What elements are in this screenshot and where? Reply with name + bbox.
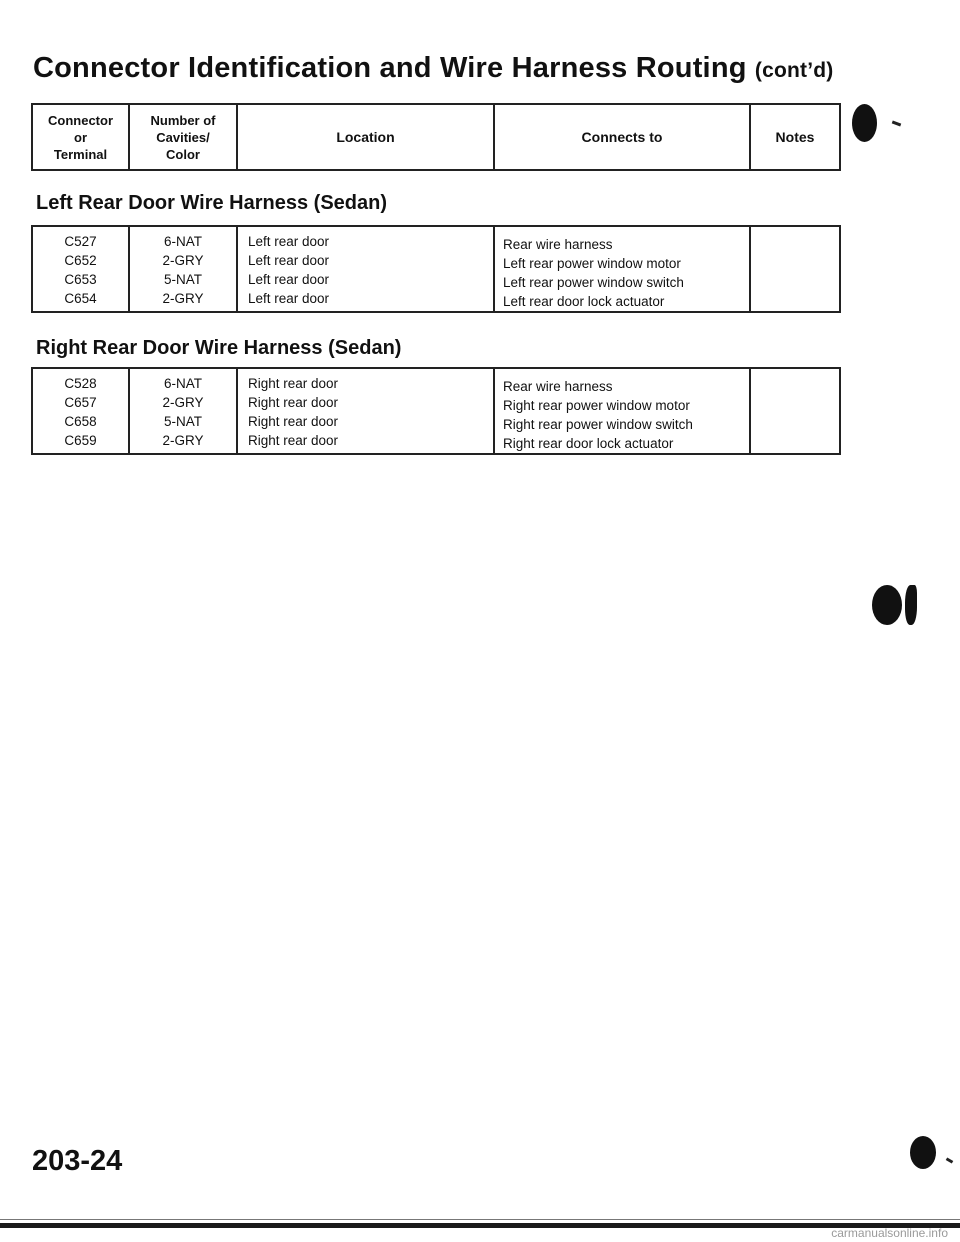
connector-id: C527 <box>64 234 97 249</box>
binding-hole-mark <box>910 1136 936 1169</box>
connector-table <box>31 367 841 455</box>
connector-id: C652 <box>64 253 97 268</box>
connector-id: C654 <box>64 291 97 306</box>
page-number: 203-24 <box>32 1145 123 1177</box>
margin-mark <box>946 1157 954 1163</box>
connector-cell <box>32 368 129 454</box>
cavity-value: 6-NAT <box>163 376 202 391</box>
header-text: or <box>74 129 87 145</box>
connects-to-cell <box>494 368 750 454</box>
connector-cell <box>32 226 129 312</box>
connects-to-value: Left rear power window motor <box>503 256 681 271</box>
connects-to-value: Right rear door lock actuator <box>503 436 674 451</box>
margin-mark <box>892 121 901 127</box>
location-value: Left rear door <box>248 234 330 249</box>
header-cavities <box>129 104 237 170</box>
cavity-value: 6-NAT <box>163 234 202 249</box>
location-value: Right rear door <box>248 414 339 429</box>
connects-to-value: Right rear power window switch <box>503 417 693 432</box>
location-cell <box>237 226 494 312</box>
header-text: Connector <box>48 112 113 128</box>
header-text: Terminal <box>53 146 108 162</box>
connects-to-value: Rear wire harness <box>503 379 613 394</box>
location-value: Right rear door <box>248 395 339 410</box>
page-title-suffix: (cont’d) <box>754 59 834 82</box>
cavity-value: 2-GRY <box>162 433 204 448</box>
connector-id: C528 <box>64 376 97 391</box>
connects-to-value: Left rear power window switch <box>503 275 684 290</box>
cavities-cell <box>129 226 237 312</box>
connects-to-value: Right rear power window motor <box>503 398 690 413</box>
cavities-cell <box>129 368 237 454</box>
connector-id: C653 <box>64 272 97 287</box>
connects-to-value: Rear wire harness <box>503 237 613 252</box>
location-value: Right rear door <box>248 433 339 448</box>
binding-hole-mark <box>852 104 877 142</box>
connector-id: C658 <box>64 414 97 429</box>
header-text: Color <box>166 146 200 162</box>
header-connector <box>32 104 129 170</box>
cavity-value: 2-GRY <box>162 395 204 410</box>
header-location: Location <box>237 104 494 170</box>
cavity-value: 2-GRY <box>162 253 204 268</box>
location-value: Left rear door <box>248 291 330 306</box>
connects-to-value: Left rear door lock actuator <box>503 294 665 309</box>
watermark: carmanualsonline.info <box>831 1226 948 1240</box>
column-header-table <box>31 103 841 171</box>
connector-id: C659 <box>64 433 97 448</box>
connects-to-cell <box>494 226 750 312</box>
header-text: Cavities/ <box>156 129 210 145</box>
location-cell <box>237 368 494 454</box>
notes-cell <box>750 368 840 454</box>
connector-table <box>31 225 841 313</box>
cavity-value: 5-NAT <box>163 414 202 429</box>
location-value: Left rear door <box>248 253 330 268</box>
location-value: Left rear door <box>248 272 330 287</box>
notes-cell <box>750 226 840 312</box>
binding-hole-mark <box>872 585 902 625</box>
header-notes: Notes <box>750 104 840 170</box>
header-text: Number of <box>150 112 216 128</box>
cavity-value: 2-GRY <box>162 291 204 306</box>
binding-hole-mark <box>905 585 917 625</box>
section-title: Right Rear Door Wire Harness (Sedan) <box>36 337 402 359</box>
page-title <box>33 52 834 85</box>
section-title: Left Rear Door Wire Harness (Sedan) <box>36 192 388 214</box>
footer-divider-thin <box>0 1219 960 1220</box>
footer-divider <box>0 1223 960 1228</box>
connector-id: C657 <box>64 395 97 410</box>
header-connects-to: Connects to <box>494 104 750 170</box>
location-value: Right rear door <box>248 376 339 391</box>
cavity-value: 5-NAT <box>163 272 202 287</box>
page-title-text: Connector Identification and Wire Harness Routing <box>33 52 747 84</box>
